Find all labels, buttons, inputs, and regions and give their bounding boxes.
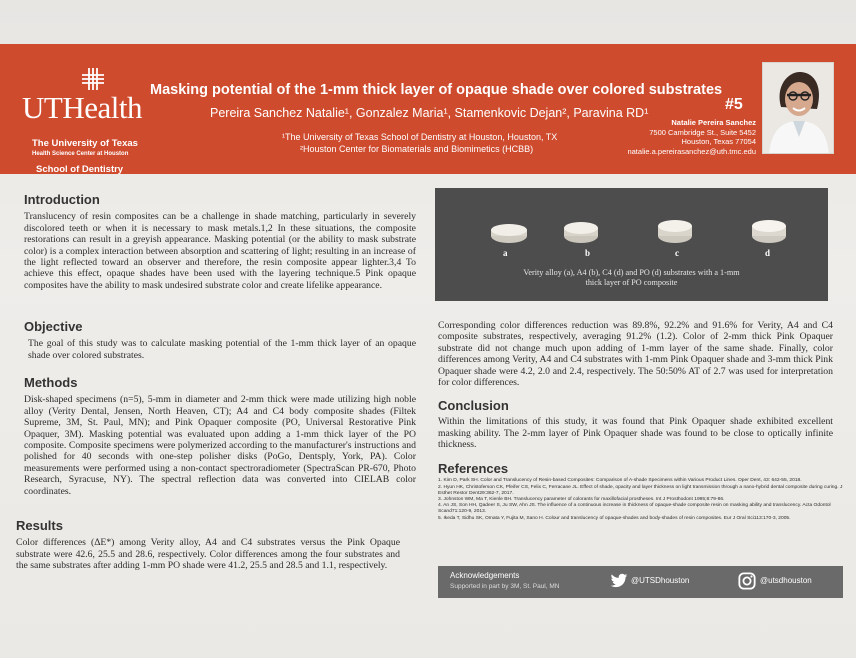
figure-label-d: d [765,248,771,258]
conclusion-section [438,400,833,451]
figure-caption-line-2: thick layer of PO composite [585,278,678,287]
acknowledgements-bar [438,566,843,598]
reference-item: 4. An JS, Son HH, Qadeer S, Ju SW, Ahn JS. The influence of a continuous increase in thickness of opaque-shade composite resin on masking ability and translucency. Acta Odontol Scand71:120-9, 2013. [438,503,831,515]
methods-text: Disk-shaped specimens (n=5), 5-mm in diameter and 2-mm thick were made utilizing high noble alloy (Verity Dental, Jensen, North Heaven, CT); A4 and C4 body composite shades (Filtek Supreme, 3M, St. Paul, MN); and Pink Opaquer composite (PO, Universal Restorative Pink Opaquer, 3M). Masking potential was evaluated upon adding a 1-mm thick layer of the PO composite. Composite specimens were polymerized according to the manufacturer's instructions and polished for 40 seconds with one-step polisher disks (PoGo, Dentsply, York, PA). Color measurements were performed using a non-contact spectroradiometer (SpectraScan PR-670, Photo Research, Syracuse, NY). The spectral reflection data was converted into CIELAB color coordinates. [24,394,416,497]
twitter-icon [610,573,628,589]
reference-item: 1. Kim D, Park SH. Color and Translucency of Resin-based Composites: Comparison of A-shade Specimens within Various Product Lines. Oper Dent, 43: 642-55, 2018. [438,478,802,484]
results-text: Color differences (ΔE*) among Verity alloy, A4 and C4 substrates versus the Pink Opaque substrate were 42.6, 25.5 and 28.6, respectively. Color differences among the four substrates and the same substrates after adding 1-mm PO shade were 41.2, 25.5 and 28.5 and 1.1, respectively. [16,537,400,572]
figure-label-c: c [675,248,679,258]
references-list [438,478,843,521]
methods-heading: Methods [24,375,78,390]
hsc-name: Health Science Center at Houston [32,151,129,157]
references-section [438,463,843,522]
acknowledgements-text: Supported in part by 3M, St. Paul, MN [450,583,560,590]
conclusion-text: Within the limitations of this study, it was found that Pink Opaquer shade exhibited excellent masking ability. The 2-mm layer of Pink Opaquer shade was found to be close to optically infinite thickness. [438,416,833,451]
poster-title: Masking potential of the 1-mm thick layer of opaque shade over colored substrates [150,82,723,98]
introduction-text: Translucency of resin composites can be a challenge in shade matching, particularly in severely discolored teeth or when it is necessary to mask metals.1,2 In these situations, the composite restorations can result in a greyish appearance. Masking potential (or the ability to mask substrate color) is a complex interaction between absorption and scattering of light; resulting in an increase of the light reflected toward an observer and therefore, the resin composite appear lighter.3,4 To achieve this effect, opaque shades have been used with the layering technique.5 Pink opaque composites have the ability to mask undesired substrate color and create lifelike appearance. [24,211,416,291]
introduction-heading: Introduction [24,192,100,207]
specimen-disc-c [653,218,697,244]
introduction-section [24,194,416,291]
references-heading: References [438,461,509,476]
acknowledgements-heading: Acknowledgements [450,571,520,580]
methods-section [24,377,416,497]
objective-heading: Objective [24,319,83,334]
conclusion-heading: Conclusion [438,398,509,413]
reference-item: 3. Johnston WM, Ma T, Kienle BH. Translucency parameter of colorants for maxillofacial prostheses. Int J Prosthodont 1995;8:79-86. [438,497,725,503]
reference-item: 2. Hyun HK, Christoferson CK, Pfeifer CS, Felix C, Ferracane JL. Effect of shade, opacity and layer thickness on light transmission through a nano-hybrid dental composite during curing. J Esthet Restor Dent29:362-7, 2017. [438,484,843,496]
results-continued [438,320,833,388]
results-heading: Results [16,518,63,533]
figure-label-a: a [503,248,508,258]
affiliation-2: ²Houston Center for Biomaterials and Biomimetics (HCBB) [300,144,534,154]
specimen-disc-d [747,218,791,244]
poster-number: #5 [725,96,743,113]
contact-email[interactable]: natalie.a.pereirasanchez@uth.tmc.edu [627,146,756,156]
specimen-disc-a [487,222,531,244]
results-section [16,520,400,572]
objective-text: The goal of this study was to calculate masking potential of the 1-mm thick layer of an opaque shade over colored substrates. [28,338,416,361]
logo-wordmark: UTHealth [22,90,142,125]
specimen-figure [435,188,828,301]
contact-name: Natalie Pereira Sanchez [671,118,756,127]
authors: Pereira Sanchez Natalie¹, Gonzalez Maria¹, Stamenkovic Dejan², Paravina RD¹ [210,106,649,120]
contact-address-2: Houston, Texas 77054 [681,137,756,146]
affiliation-1: ¹The University of Texas School of Dentistry at Houston, Houston, TX [282,132,558,142]
reference-item: 5. Ikeda T, Sidhu SK, Omata Y, Fujita M, Sano H. Colour and translucency of opaque-shades and body-shades of resin composites. Eur J Oral Sci113:170-3, 2005. [438,515,791,521]
author-photo [762,62,834,154]
figure-label-b: b [585,248,591,258]
twitter-handle[interactable]: @UTSDhouston [631,576,690,585]
instagram-icon [738,572,756,590]
header-banner [0,44,856,174]
instagram-handle[interactable]: @utsdhouston [760,576,812,585]
contact-block [627,118,756,156]
results-continued-text: Corresponding color differences reduction was 89.8%, 92.2% and 91.6% for Verity, A4 and C4 composite substrates, respectively, averaging 91.2% (1.2). Color of 2-mm thick Pink Opaquer substrate did not change much upon adding of 1-mm layer of the same shade. Finally, color differences among Verity, A4 and C4 substrates with 1-mm Pink Opaquer shade and 3-mm thick Pink Opaquer shade were 4.2, 2.0 and 2.4, respectively. The 50:50% AT of 2.7 was used for interpretation for color differences. [438,320,833,389]
figure-caption-line-1: Verity alloy (a), A4 (b), C4 (d) and PO (d) substrates with a 1-mm [523,268,740,277]
figure-caption [435,268,828,288]
author-portrait-icon [763,63,834,154]
contact-address-1: 7500 Cambridge St., Suite 5452 [649,127,756,137]
logo-cross-icon [80,66,106,92]
specimen-disc-b [559,220,603,244]
school-name: School of Dentistry [36,164,124,175]
objective-section [24,321,416,361]
university-name: The University of Texas [32,138,138,149]
